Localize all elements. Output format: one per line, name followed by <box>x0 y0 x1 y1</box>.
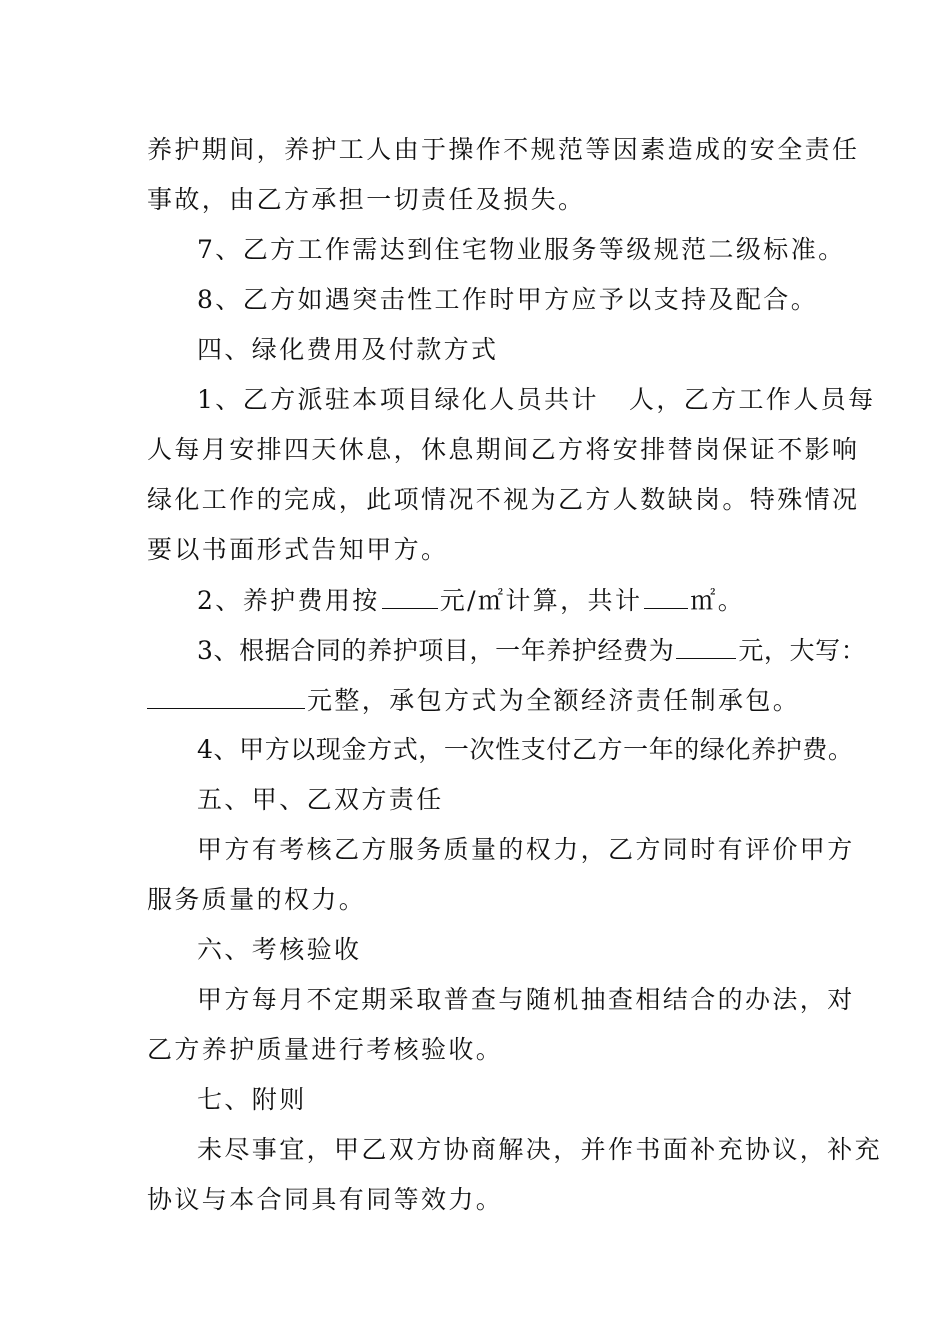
clause-text: 1、乙方派驻本项目绿化人员共计 <box>197 385 599 414</box>
paragraph-line: 养护期间，养护工人由于操作不规范等因素造成的安全责任 <box>147 135 860 164</box>
paragraph-line: 人每月安排四天休息，休息期间乙方将安排替岗保证不影响 <box>147 435 860 464</box>
area-blank <box>644 580 688 609</box>
fees-clause-4: 4、甲方以现金方式，一次性支付乙方一年的绿化养护费。 <box>197 735 854 764</box>
paragraph-line: 服务质量的权力。 <box>147 885 367 914</box>
fees-clause-3 <box>197 630 877 670</box>
paragraph-line: 事故，由乙方承担一切责任及损失。 <box>147 185 586 214</box>
fees-clause-2 <box>197 580 877 620</box>
section-heading-responsibilities: 五、甲、乙双方责任 <box>197 785 444 814</box>
clause-text: ㎡。 <box>690 586 746 615</box>
fees-clause-1 <box>197 380 877 420</box>
clause-text: 元/㎡计算，共计 <box>439 586 643 615</box>
paragraph-line: 绿化工作的完成，此项情况不视为乙方人数缺岗。特殊情况 <box>147 485 860 514</box>
clause-text: 元整，承包方式为全额经济责任制承包。 <box>307 686 801 715</box>
unit-price-blank <box>382 580 438 609</box>
paragraph-line: 甲方每月不定期采取普查与随机抽查相结合的办法，对 <box>197 985 855 1014</box>
clause-text: 人，乙方工作人员每 <box>628 385 876 414</box>
annual-fee-blank <box>676 630 736 659</box>
paragraph-line <box>147 680 867 720</box>
paragraph-line: 乙方养护质量进行考核验收。 <box>147 1035 504 1064</box>
paragraph-line: 要以书面形式告知甲方。 <box>147 535 449 564</box>
paragraph-line: 协议与本合同具有同等效力。 <box>147 1185 504 1214</box>
clause-text: 2、养护费用按 <box>197 586 380 615</box>
section-heading-supplementary: 七、附则 <box>197 1085 307 1114</box>
paragraph-line: 甲方有考核乙方服务质量的权力，乙方同时有评价甲方 <box>197 835 855 864</box>
clause-7: 7、乙方工作需达到住宅物业服务等级规范二级标准。 <box>197 235 846 264</box>
amount-in-words-blank <box>147 680 305 709</box>
paragraph-line: 未尽事宜，甲乙双方协商解决，并作书面补充协议，补充 <box>197 1135 883 1164</box>
section-heading-acceptance: 六、考核验收 <box>197 935 362 964</box>
clause-text: 元，大写： <box>738 636 867 665</box>
clause-8: 8、乙方如遇突击性工作时甲方应予以支持及配合。 <box>197 285 819 314</box>
section-heading-fees: 四、绿化费用及付款方式 <box>197 335 499 364</box>
clause-text: 3、根据合同的养护项目，一年养护经费为 <box>197 636 675 665</box>
